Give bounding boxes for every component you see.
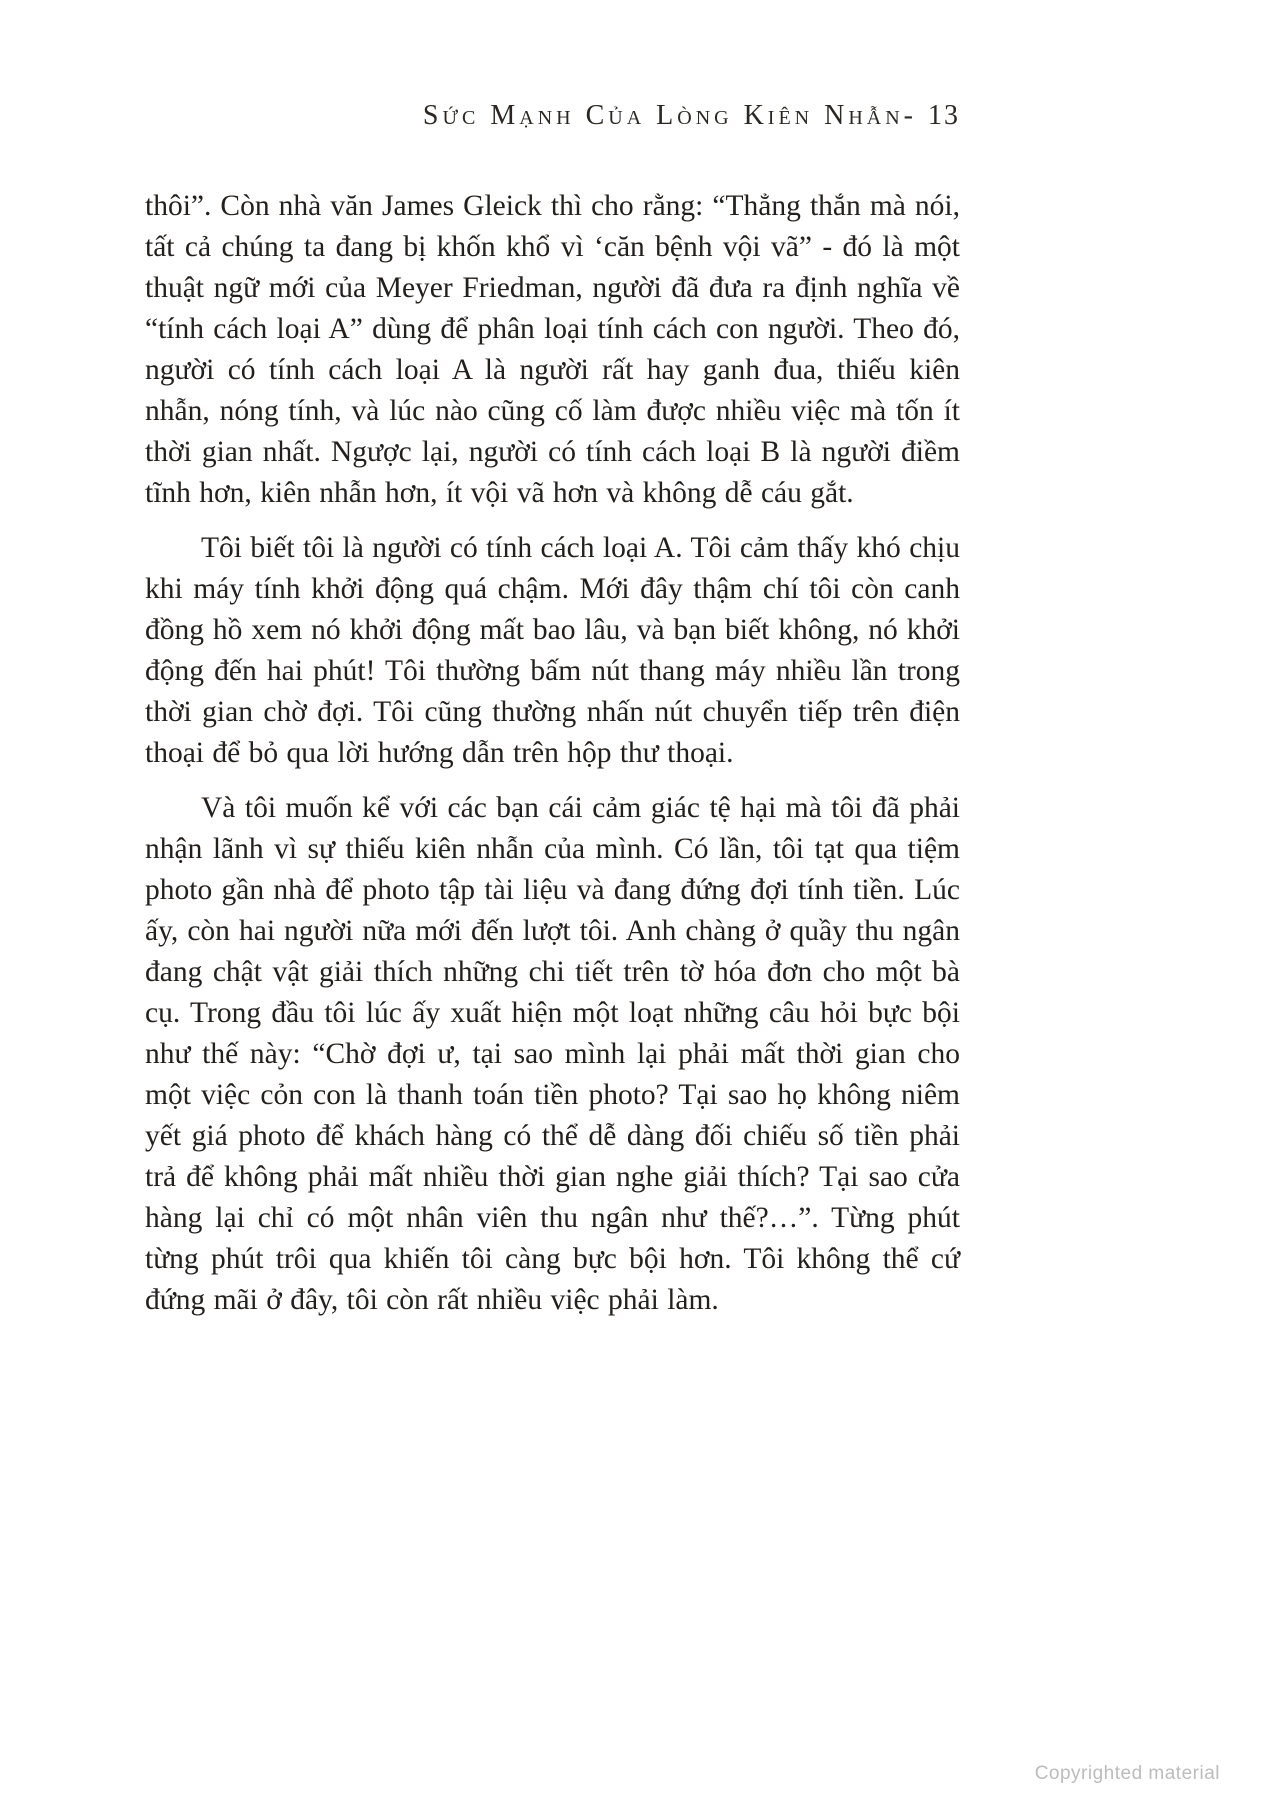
text-column [145,100,960,1335]
page-number: 13 [928,100,960,131]
page-body [145,186,960,1321]
running-title: Sức Mạnh Của Lòng Kiên Nhẫn- [422,100,917,131]
paragraph-1: thôi”. Còn nhà văn James Gleick thì cho rằng: “Thẳng thắn mà nói, tất cả chúng ta đang bị khốn khổ vì ‘căn bệnh vội vã” - đó là một thuật ngữ mới của Meyer Friedman, người đã đưa ra định nghĩa về “tính cách loại A” dùng để phân loại tính cách con người. Theo đó, người có tính cách loại A là người rất hay ganh đua, thiếu kiên nhẫn, nóng tính, và lúc nào cũng cố làm được nhiều việc mà tốn ít thời gian nhất. Ngược lại, người có tính cách loại B là người điềm tĩnh hơn, kiên nhẫn hơn, ít vội vã hơn và không dễ cáu gắt. [145,190,960,509]
page-header [145,100,960,132]
paragraph-3: Và tôi muốn kể với các bạn cái cảm giác tệ hại mà tôi đã phải nhận lãnh vì sự thiếu kiên nhẫn của mình. Có lần, tôi tạt qua tiệm photo gần nhà để photo tập tài liệu và đang đứng đợi tính tiền. Lúc ấy, còn hai người nữa mới đến lượt tôi. Anh chàng ở quầy thu ngân đang chật vật giải thích những chi tiết trên tờ hóa đơn cho một bà cụ. Trong đầu tôi lúc ấy xuất hiện một loạt những câu hỏi bực bội như thế này: “Chờ đợi ư, tại sao mình lại phải mất thời gian cho một việc cỏn con là thanh toán tiền photo? Tại sao họ không niêm yết giá photo để khách hàng có thể dễ dàng đối chiếu số tiền phải trả để không phải mất nhiều thời gian nghe giải thích? Tại sao cửa hàng lại chỉ có một nhân viên thu ngân như thế?…”. Từng phút từng phút trôi qua khiến tôi càng bực bội hơn. Tôi không thể cứ đứng mãi ở đây, tôi còn rất nhiều việc phải làm. [145,792,960,1316]
copyright-watermark: Copyrighted material [1034,1763,1220,1784]
paragraph-2: Tôi biết tôi là người có tính cách loại A. Tôi cảm thấy khó chịu khi máy tính khởi động quá chậm. Mới đây thậm chí tôi còn canh đồng hồ xem nó khởi động mất bao lâu, và bạn biết không, nó khởi động đến hai phút! Tôi thường bấm nút thang máy nhiều lần trong thời gian chờ đợi. Tôi cũng thường nhấn nút chuyển tiếp trên điện thoại để bỏ qua lời hướng dẫn trên hộp thư thoại. [145,532,960,769]
